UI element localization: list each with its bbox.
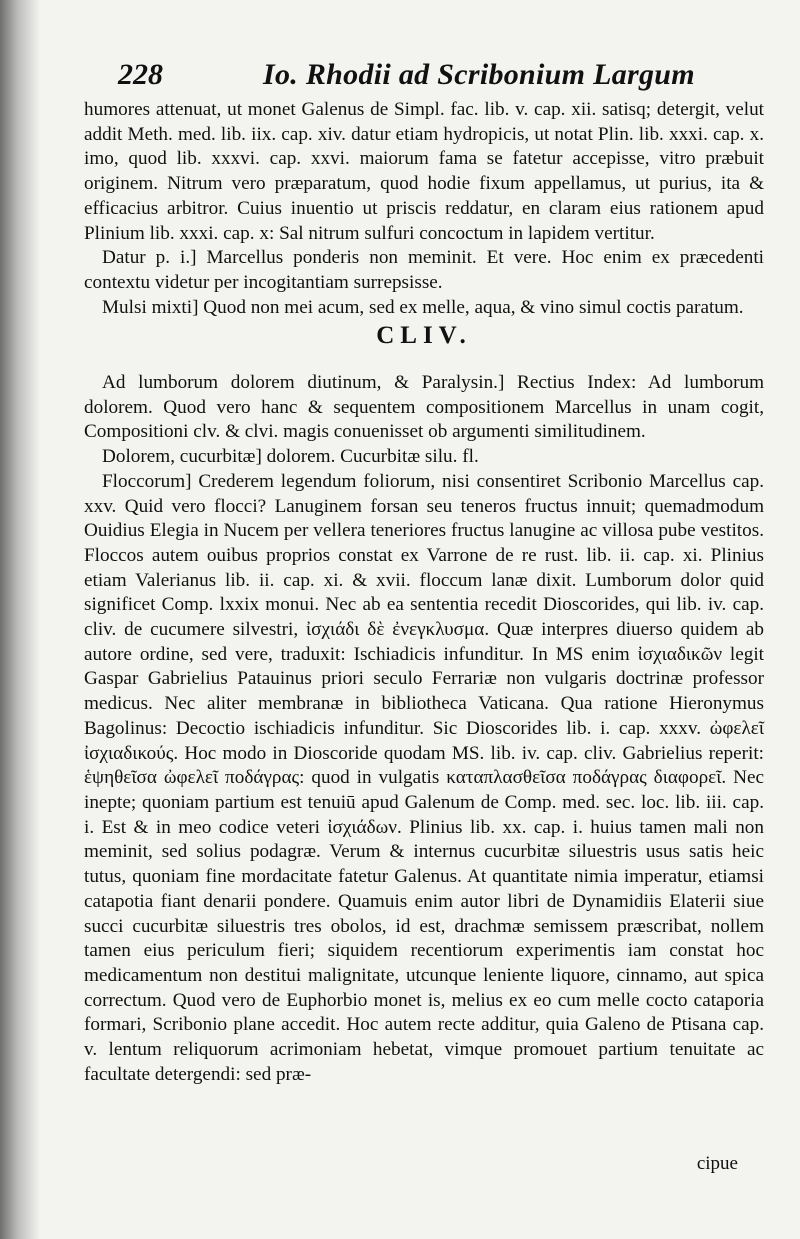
running-title: Io. Rhodii ad Scribonium Largum [263,58,695,91]
page-number: 228 [118,58,163,91]
paragraph: Ad lumborum dolorem diutinum, & Paralysin.] Rectius Index: Ad lumborum dolorem. Quod vero hanc & sequentem compositionem Marcellus in unam cogit, Compositioni clv. & clvi. magis conuenisset ob argumenti similitudinem. [84,372,764,443]
paragraph: Datur p. i.] Marcellus ponderis non meminit. Et vere. Hoc enim ex præcedenti contextu videtur per incogitantiam surrepsisse. [84,247,764,293]
catchword: cipue [696,1153,738,1174]
paragraph: Dolorem, cucurbitæ] dolorem. Cucurbitæ silu. fl. [102,446,479,468]
page-gutter-shadow [0,0,40,1239]
page-body [84,98,764,1087]
section-heading: CLIV. [376,322,472,350]
paragraph: Floccorum] Crederem legendum foliorum, nisi consentiret Scribonio Marcellus cap. xxv. Quid vero flocci? Lanuginem forsan seu teneros fructus innuit; quemadmodum Ouidius Elegia in Nucem per vellera teneriores fructus lanugine ac villosa pube vestitos. Floccos autem ouibus proprios constat ex Varrone de re rust. lib. ii. cap. xi. Plinius etiam Valerianus lib. ii. cap. xi. & xvii. floccum lanæ dixit. Lumborum dolor quid significet Comp. lxxix monui. Nec ab ea sententia recedit Dioscorides, qui lib. iv. cap. cliv. de cucumere silvestri, ἰσχιάδι δὲ ἐνεγκλυσμα. Quæ interpres diuerso quidem ab autore ordine, sed vere, traduxit: Ischiadicis infunditur. In MS enim ἰσχιαδικῶν legit Gaspar Gabrielius Patauinus priori seculo Ferrariæ non vulgaris doctrinæ professor medicus. Nec aliter membranæ in bibliotheca Vaticana. Qua ratione Hieronymus Bagolinus: Decoctio ischiadicis infunditur. Sic Dioscorides lib. i. cap. xxxv. ὠφελεῖ ἰσχιαδικούς. Hoc modo in Dioscoride quodam MS. lib. iv. cap. cliv. Gabrielius reperit: ἑψηθεῖσα ὠφελεῖ ποδάγρας: quod in vulgatis καταπλασθεῖσα ποδάγρας διαφορεῖ. Nec inepte; quoniam partium est tenuiū apud Galenum de Comp. med. sec. loc. lib. iii. cap. i. Est & in meo codice veteri ἰσχιάδων. Plinius lib. xx. cap. i. huius tamen mali non meminit, sed solius podagræ. Verum & internus cucurbitæ siluestris usus satis heic tutus, quoniam fine mordacitate fatetur Galenus. At quantitate nimia imperatur, etiamsi catapotia fiant denarii pondere. Quamuis enim autor libri de Dynamidiis Elaterii siue succi cucurbitæ siluestris tres obolos, id est, drachmæ semissem præscribat, nollem tamen eius periculum fieri; siquidem recentiorum experimentis iam constat hoc medicamentum non destitui malignitate, utcunque leniente liquore, cinnamo, aut spica correctum. Quod vero de Euphorbio monet is, melius ex eo cum melle cocto cataporia formari, Scribonio plane accedit. Hoc autem recte additur, quia Galeno de Ptisana cap. v. lentum reliquorum acrimoniam hebetat, vimque promouet partium tenuitate ac facultate detergendi: sed præ- [84,470,764,1085]
paragraph: humores attenuat, ut monet Galenus de Simpl. fac. lib. v. cap. xii. satisq; detergit, velut addit Meth. med. lib. iix. cap. xiv. datur etiam hydropicis, ut notat Plin. lib. xxxi. cap. x. imo, quod lib. xxxvi. cap. xxvi. maiorum fama se fatetur accepisse, vitro præbuit originem. Nitrum vero præparatum, quod hodie fixum appellamus, ut purius, ita & efficacius arbitror. Cuius inuentio ut priscis reddatur, en claram eius rationem apud Plinium lib. xxxi. cap. x: Sal nitrum sulfuri concoctum in lapidem vertitur. [84,99,764,244]
paragraph: Mulsi mixti] Quod non mei acum, sed ex melle, aqua, & vino simul coctis paratum. [102,296,744,318]
page-header [118,58,758,94]
